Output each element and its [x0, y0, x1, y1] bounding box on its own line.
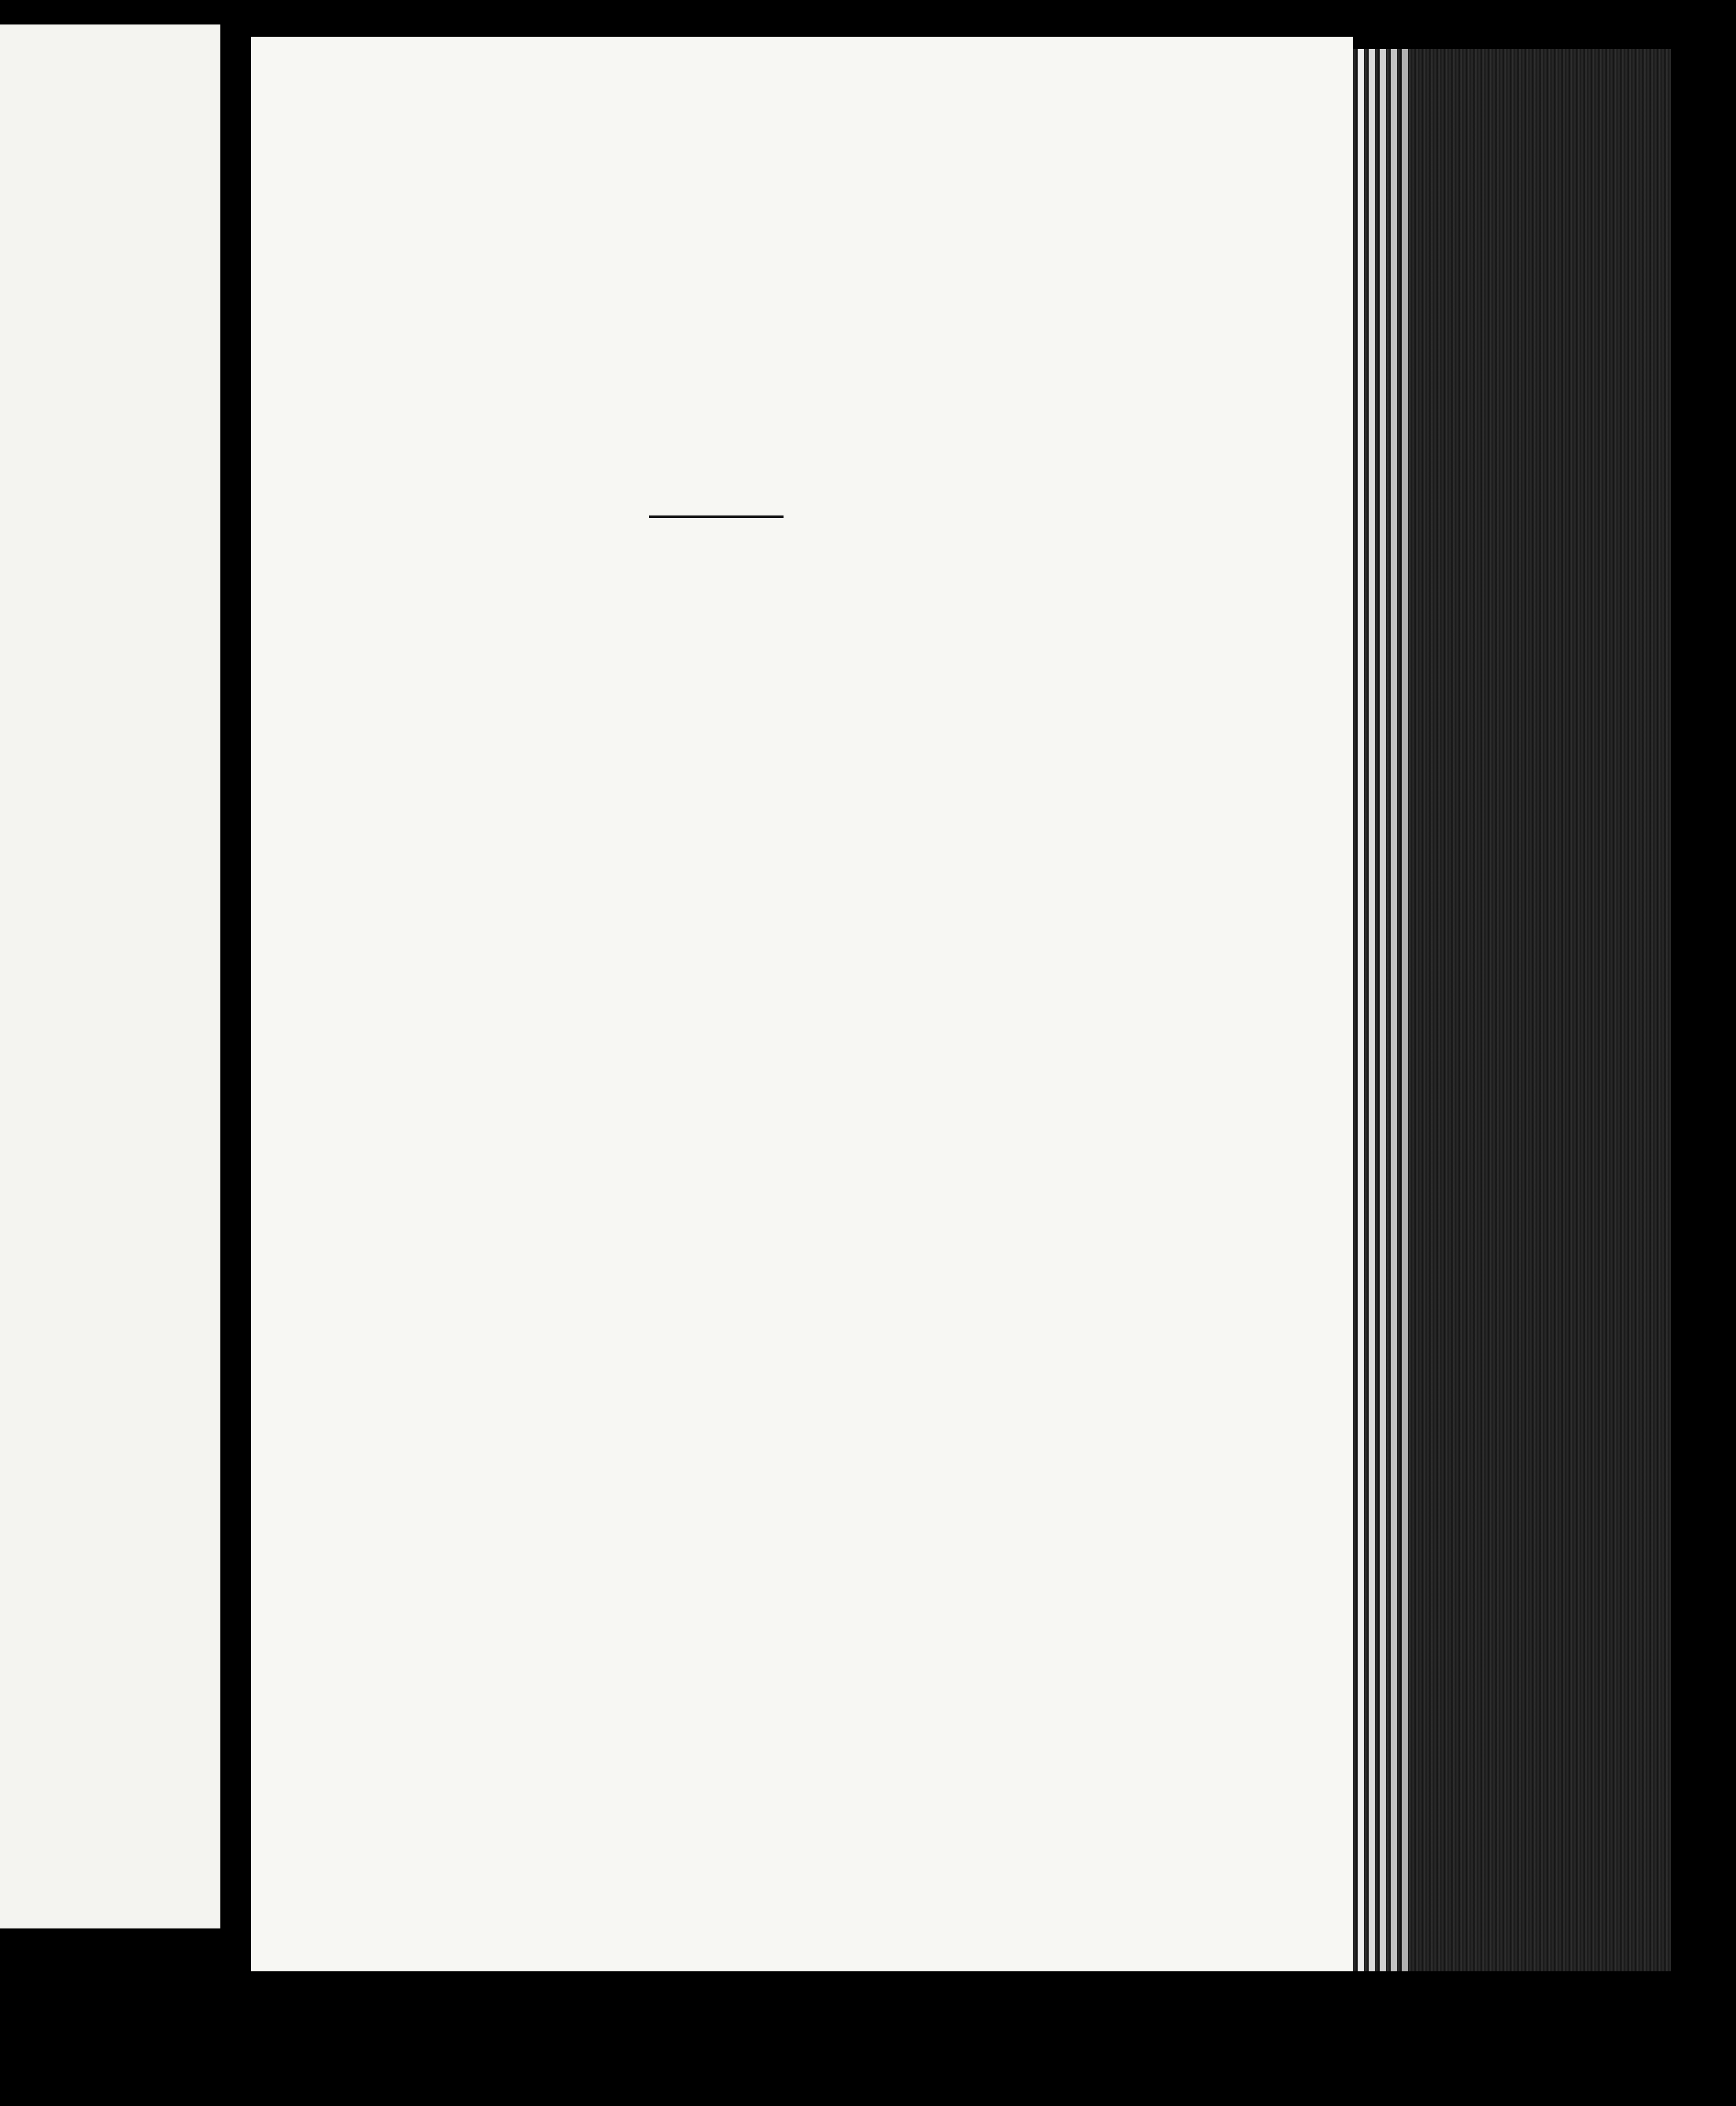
book-page-edges — [1353, 49, 1671, 1971]
facing-page-edge — [0, 24, 220, 1928]
book-page — [251, 37, 1353, 1971]
section-separator — [649, 499, 784, 530]
